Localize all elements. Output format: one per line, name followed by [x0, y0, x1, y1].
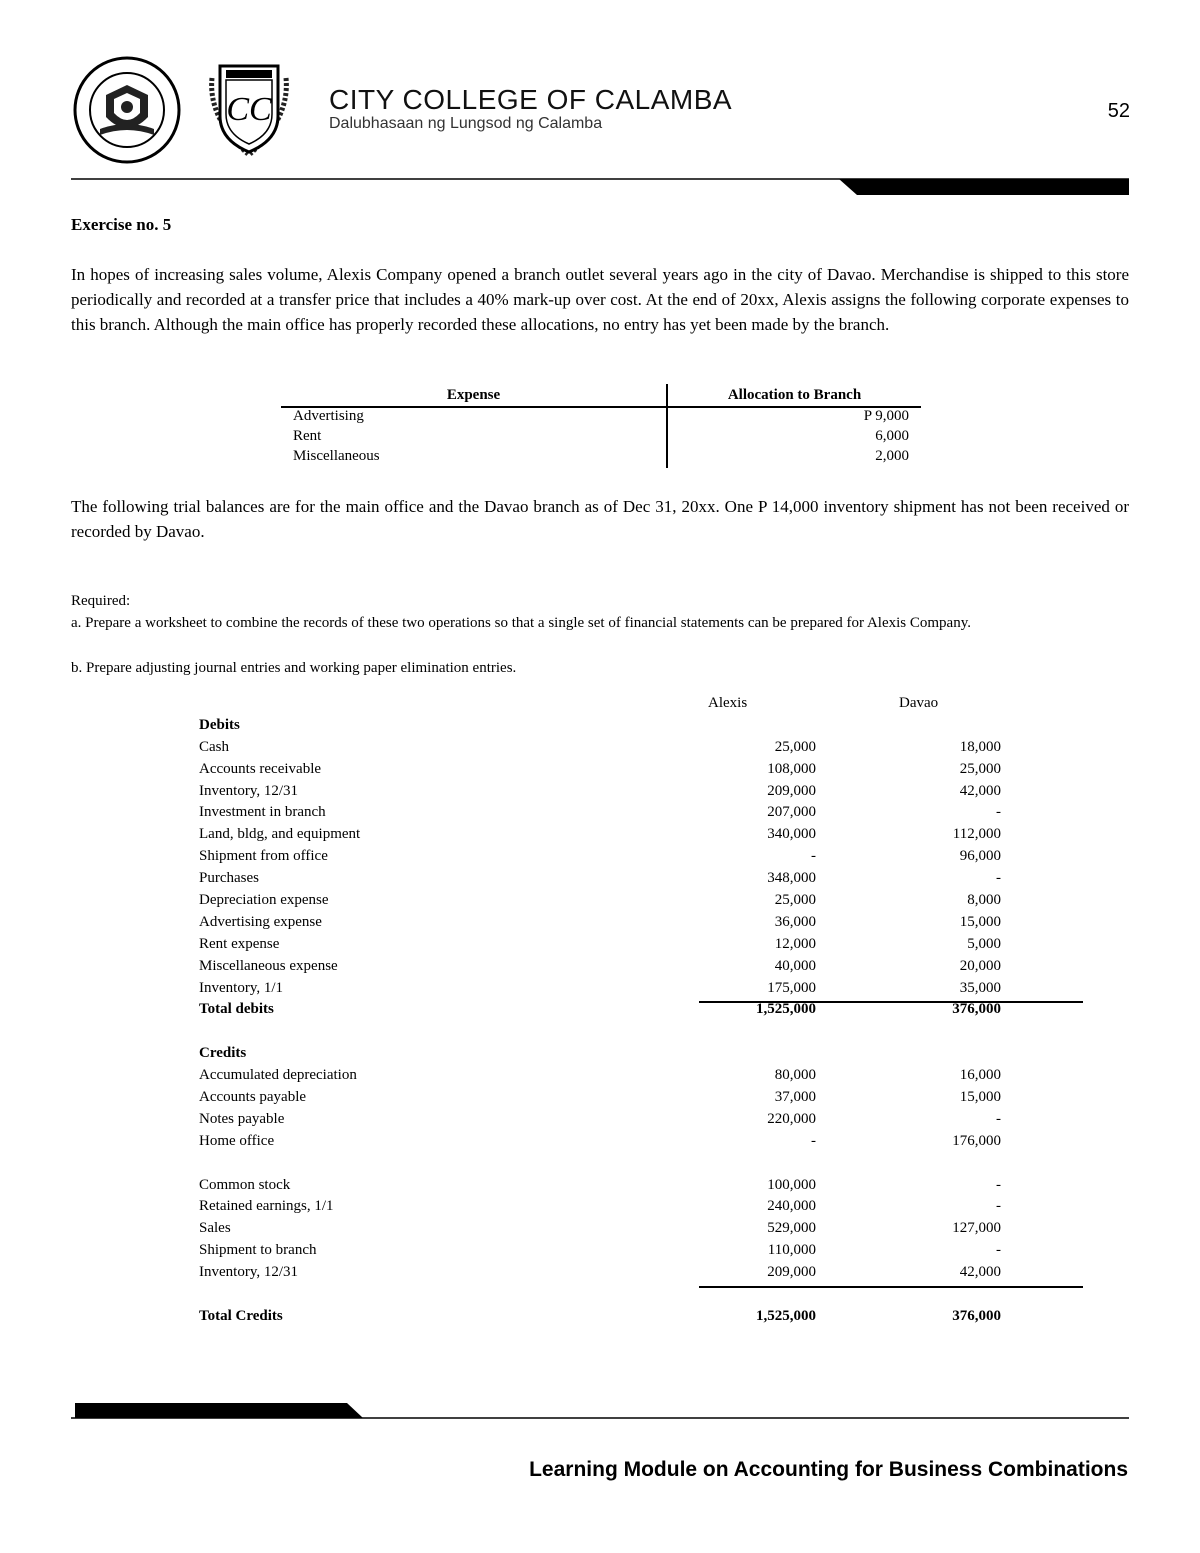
table-row — [199, 783, 1083, 805]
account-name: Land, bldg, and equipment — [199, 826, 361, 843]
davao-amount: 15,000 — [959, 1089, 1001, 1106]
account-name: Inventory, 12/31 — [199, 782, 299, 799]
davao-amount: - — [996, 870, 1001, 887]
alexis-amount: 100,000 — [767, 1176, 816, 1193]
davao-amount: 176,000 — [952, 1132, 1001, 1149]
account-name: Sales — [199, 1220, 231, 1237]
total-debits-row — [199, 1001, 1083, 1023]
total-credits-davao: 376,000 — [952, 1307, 1001, 1324]
required-a: a. Prepare a worksheet to combine the records of these two operations so that a single set of financial statements can be prepared for Alexis Company. — [71, 615, 971, 631]
table-row — [199, 958, 1083, 980]
alexis-amount: 12,000 — [774, 935, 816, 952]
expense-amount: P 9,000 — [863, 408, 909, 424]
credit-rows — [199, 1177, 1083, 1286]
account-name: Advertising expense — [199, 913, 322, 930]
davao-amount: - — [996, 1110, 1001, 1127]
davao-amount: 42,000 — [959, 1264, 1001, 1281]
table-row — [199, 761, 1083, 783]
alexis-amount: 175,000 — [767, 979, 816, 996]
alexis-amount: 80,000 — [774, 1067, 816, 1084]
davao-amount: 20,000 — [959, 957, 1001, 974]
account-name: Purchases — [199, 870, 259, 887]
expense-name: Advertising — [293, 408, 364, 424]
spacer — [199, 1286, 1083, 1308]
exercise-intro: In hopes of increasing sales volume, Alexis Company opened a branch outlet several years ago in the city of Davao. Merchandise is shipped to this store periodically and recorded at a transfer price that includes a 40% mark-up over cost. At the end of 20xx, Alexis assigns the following corporate expenses to this branch. Although the main office has properly recorded these allocations, no entry has yet been made by the branch. — [71, 265, 1129, 334]
alexis-amount: 340,000 — [767, 826, 816, 843]
credits-label: Credits — [199, 1045, 247, 1062]
table-row — [281, 408, 921, 428]
alexis-amount: 209,000 — [767, 782, 816, 799]
alexis-amount: 110,000 — [767, 1242, 816, 1259]
davao-amount: 8,000 — [967, 892, 1001, 909]
davao-amount: 15,000 — [959, 913, 1001, 930]
account-name: Inventory, 12/31 — [199, 1264, 299, 1281]
alexis-amount: 25,000 — [774, 892, 816, 909]
account-name: Home office — [199, 1132, 275, 1149]
table-row — [199, 739, 1083, 761]
table-row — [199, 870, 1083, 892]
footer-rule — [71, 1401, 1129, 1421]
trial-balance-intro: The following trial balances are for the main office and the Davao branch as of Dec 31, 20xx. One P 14,000 inventory shipment has not been received or recorded by Davao. — [71, 497, 1129, 541]
header-rule — [71, 178, 1129, 196]
header-expense: Expense — [446, 387, 501, 403]
alexis-amount: 240,000 — [767, 1198, 816, 1215]
table-row — [199, 936, 1083, 958]
table-row — [199, 892, 1083, 914]
account-name: Retained earnings, 1/1 — [199, 1198, 334, 1215]
required-b: b. Prepare adjusting journal entries and working paper elimination entries. — [71, 660, 517, 676]
table-row — [199, 1198, 1083, 1220]
account-name: Accounts receivable — [199, 760, 322, 777]
table-header — [281, 387, 921, 408]
table-row — [199, 804, 1083, 826]
davao-amount: - — [996, 804, 1001, 821]
davao-amount: - — [996, 1242, 1001, 1259]
table-row — [199, 1067, 1083, 1089]
spacer — [199, 1023, 1083, 1045]
alexis-amount: 36,000 — [774, 913, 816, 930]
davao-amount: 96,000 — [959, 848, 1001, 865]
total-credits-alexis: 1,525,000 — [756, 1307, 816, 1324]
davao-amount: 112,000 — [952, 826, 1001, 843]
davao-amount: 25,000 — [959, 760, 1001, 777]
spacer — [199, 1155, 1083, 1177]
account-name: Miscellaneous expense — [199, 957, 338, 974]
alexis-amount: 108,000 — [767, 760, 816, 777]
alexis-amount: - — [811, 1132, 816, 1149]
account-name: Depreciation expense — [199, 892, 329, 909]
account-name: Rent expense — [199, 935, 280, 952]
col-davao: Davao — [899, 695, 939, 711]
total-debits-label: Total debits — [199, 1001, 274, 1018]
expense-amount: 6,000 — [875, 428, 909, 444]
total-credits-row — [199, 1308, 1083, 1330]
davao-amount: - — [996, 1198, 1001, 1215]
credits-heading — [199, 1045, 1083, 1067]
account-name: Notes payable — [199, 1110, 285, 1127]
debits-heading — [199, 717, 1083, 739]
davao-amount: 127,000 — [952, 1220, 1001, 1237]
table-row — [199, 826, 1083, 848]
total-credits-label: Total Credits — [199, 1307, 283, 1324]
davao-amount: 16,000 — [959, 1067, 1001, 1084]
table-row — [281, 428, 921, 448]
alexis-amount: 529,000 — [767, 1220, 816, 1237]
table-row — [199, 1242, 1083, 1264]
column-headers — [199, 695, 1083, 717]
table-row — [199, 1133, 1083, 1155]
expense-name: Miscellaneous — [293, 448, 380, 464]
account-name: Accounts payable — [199, 1089, 307, 1106]
table-row — [199, 914, 1083, 936]
alexis-amount: 40,000 — [774, 957, 816, 974]
alexis-amount: 348,000 — [767, 870, 816, 887]
debit-rows — [199, 739, 1083, 1002]
allocation-table — [281, 387, 921, 468]
alexis-amount: - — [811, 848, 816, 865]
alexis-amount: 207,000 — [767, 804, 816, 821]
davao-amount: - — [996, 1176, 1001, 1193]
alexis-amount: 220,000 — [767, 1110, 816, 1127]
exercise-title: Exercise no. 5 — [71, 215, 172, 234]
table-row — [199, 1111, 1083, 1133]
table-row — [199, 980, 1083, 1002]
city-seal-logo — [72, 55, 182, 165]
total-debits-alexis: 1,525,000 — [756, 1001, 816, 1018]
header-allocation: Allocation to Branch — [727, 387, 862, 403]
alexis-amount: 209,000 — [767, 1264, 816, 1281]
debits-label: Debits — [199, 716, 240, 733]
account-name: Shipment from office — [199, 848, 328, 865]
account-name: Accumulated depreciation — [199, 1067, 357, 1084]
college-crest-logo — [198, 58, 300, 160]
table-row — [199, 1220, 1083, 1242]
table-row — [199, 848, 1083, 870]
crest-letters: CC — [226, 91, 272, 128]
account-name: Inventory, 1/1 — [199, 979, 284, 996]
college-subtitle: Dalubhasaan ng Lungsod ng Calamba — [329, 115, 603, 132]
davao-amount: 5,000 — [967, 935, 1001, 952]
table-row — [199, 1264, 1083, 1286]
account-name: Shipment to branch — [199, 1242, 317, 1259]
table-row — [199, 1089, 1083, 1111]
expense-name: Rent — [293, 428, 322, 444]
required-label: Required: — [71, 593, 131, 609]
alexis-amount: 25,000 — [774, 738, 816, 755]
total-debits-davao: 376,000 — [952, 1001, 1001, 1018]
page-number: 52 — [1107, 100, 1130, 122]
expense-amount: 2,000 — [875, 448, 909, 464]
credit-rows — [199, 1067, 1083, 1155]
davao-amount: 18,000 — [959, 738, 1001, 755]
davao-amount: 42,000 — [959, 782, 1001, 799]
alexis-amount: 37,000 — [774, 1089, 816, 1106]
table-row — [281, 448, 921, 468]
col-alexis: Alexis — [708, 695, 748, 711]
account-name: Investment in branch — [199, 804, 326, 821]
davao-amount: 35,000 — [959, 979, 1001, 996]
table-row — [199, 1177, 1083, 1199]
footer-title: Learning Module on Accounting for Business Combinations — [529, 1458, 1128, 1481]
account-name: Common stock — [199, 1176, 291, 1193]
college-name: CITY COLLEGE OF CALAMBA — [329, 84, 733, 115]
trial-balance — [199, 695, 1083, 1330]
account-name: Cash — [199, 738, 229, 755]
